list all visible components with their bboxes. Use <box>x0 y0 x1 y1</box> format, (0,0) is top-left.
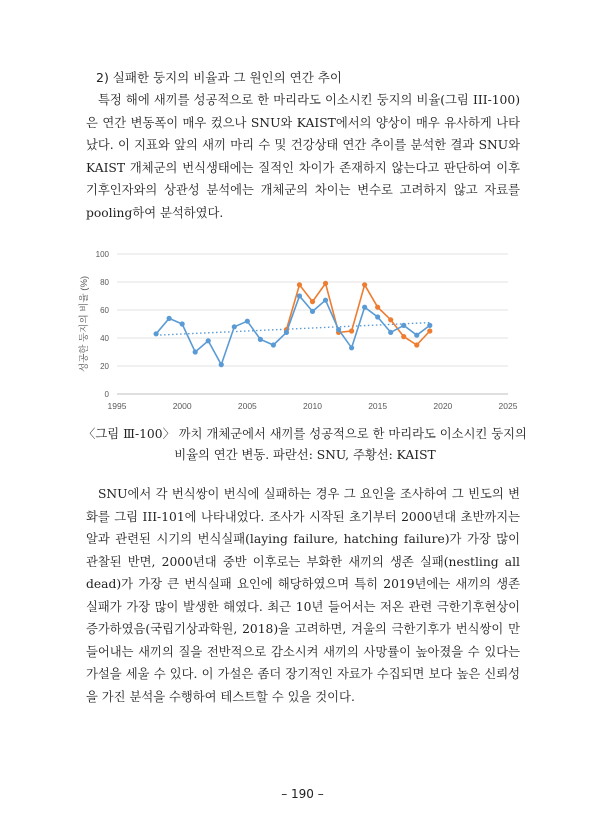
data-point <box>414 342 419 347</box>
section-heading: 2) 실패한 둥지의 비율과 그 원인의 연간 추이 <box>96 70 342 85</box>
data-point <box>245 319 250 324</box>
data-point <box>167 316 172 321</box>
x-tick-label: 1995 <box>107 401 127 411</box>
y-tick-label: 60 <box>100 306 109 315</box>
data-point <box>154 331 159 336</box>
data-point <box>336 327 341 332</box>
x-tick-label: 2005 <box>237 401 257 411</box>
data-point <box>362 305 367 310</box>
x-tick-label: 2020 <box>433 401 453 411</box>
data-point <box>388 317 393 322</box>
data-point <box>180 321 185 326</box>
data-point <box>310 299 315 304</box>
data-point <box>349 328 354 333</box>
data-point <box>258 337 263 342</box>
x-tick-label: 2025 <box>498 401 518 411</box>
y-tick-label: 40 <box>100 334 109 343</box>
data-point <box>219 362 224 367</box>
y-axis-label: 성공한 둥지의 비율 (%) <box>79 275 90 373</box>
line-chart <box>70 242 530 417</box>
figure-caption-line2: 비율의 연간 변동. 파란선: SNU, 주황선: KAIST <box>174 448 436 462</box>
data-point <box>401 334 406 339</box>
y-tick-label: 0 <box>104 390 109 399</box>
data-point <box>427 328 432 333</box>
body-paragraph-2: SNU에서 각 번식쌍이 번식에 실패하는 경우 그 요인을 조사하여 그 빈도의 변화를 그림 III-101에 나타내었다. 조사가 시작된 초기부터 2000년대 초반까지는 알과 관련된 시기의 번식실패(laying failure, hatching failure)가 가장 많이 관찰된 반면, 2000년대 중반 이후로는 부화한 새끼의 생존 실패(nestling all dead)가 가장 큰 번식실패 요인에 해당하였으며 특히 2019년에는 새끼의 생존실패가 가장 많이 발생한 해였다. 최근 10년 들어서는 저온 관련 극한기후현상이 증가하였음(국립기상과학원, 2018)을 고려하면, 겨울의 극한기후가 번식쌍이 만들어내는 새끼의 질을 전반적으로 감소시켜 새끼의 사망률이 높아졌을 수 있다는 가설을 세울 수 있다. 이 가설은 좀더 장기적인 자료가 수집되면 보다 높은 신뢰성을 가진 분석을 수행하여 테스트할 수 있을 것이다. <box>86 487 520 704</box>
x-tick-label: 2000 <box>172 401 192 411</box>
figure-caption-line1: 〈그림 Ⅲ-100〉 까치 개체군에서 새끼를 성공적으로 한 마리라도 이소시킨 둥지의 <box>83 427 527 441</box>
y-tick-label: 80 <box>100 278 109 287</box>
data-point <box>297 282 302 287</box>
data-point <box>401 323 406 328</box>
data-point <box>323 281 328 286</box>
data-point <box>388 330 393 335</box>
data-point <box>323 298 328 303</box>
data-point <box>284 330 289 335</box>
data-point <box>206 338 211 343</box>
x-tick-label: 2015 <box>368 401 388 411</box>
data-point <box>310 309 315 314</box>
y-tick-label: 20 <box>100 362 109 371</box>
x-tick-label: 2010 <box>303 401 322 411</box>
data-point <box>193 349 198 354</box>
data-point <box>297 293 302 298</box>
body-paragraph-1: 특정 해에 새끼를 성공적으로 한 마리라도 이소시킨 둥지의 비율(그림 III-100)은 연간 변동폭이 매우 컸으나 SNU와 KAIST에서의 양상이 매우 유사하게 나타났다. 이 지표와 앞의 새끼 마리 수 및 건강상태 연간 추이를 분석한 결과 SNU와 KAIST 개체군의 번식생태에는 질적인 차이가 존재하지 않는다고 판단하여 이후 기후인자와의 상관성 분석에는 개체군의 차이는 변수로 고려하지 않고 자료를 pooling하여 분석하였다. <box>86 93 520 220</box>
data-point <box>271 342 276 347</box>
data-point <box>232 324 237 329</box>
page-number: – 190 – <box>281 787 324 801</box>
data-point <box>427 323 432 328</box>
data-point <box>362 282 367 287</box>
data-point <box>414 333 419 338</box>
data-point <box>375 314 380 319</box>
data-point <box>375 305 380 310</box>
chart-svg <box>70 242 530 417</box>
series-line <box>286 283 429 345</box>
y-tick-label: 100 <box>95 250 109 259</box>
data-point <box>349 345 354 350</box>
